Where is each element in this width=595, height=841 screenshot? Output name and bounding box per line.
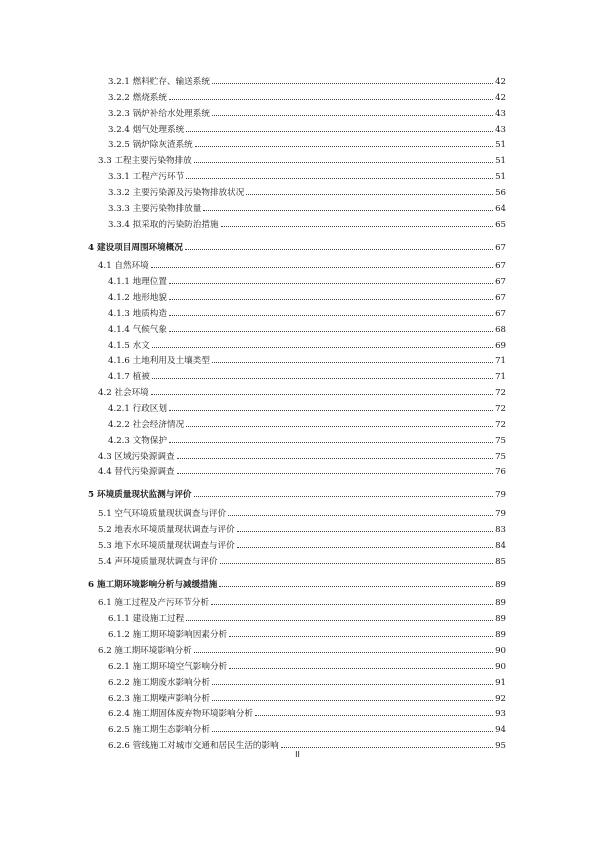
toc-entry[interactable] — [108, 614, 506, 625]
toc-entry-page: 65 — [495, 219, 506, 230]
toc-entry[interactable] — [108, 356, 506, 367]
toc-entry-title: 6.2.4 施工期固体废弃物环境影响分析 — [108, 709, 253, 720]
toc-entry-title: 4.2.3 文物保护 — [108, 435, 167, 446]
toc-entry[interactable] — [88, 243, 506, 254]
toc-leader-dots — [212, 83, 493, 84]
toc-entry-title: 4.1.6 土地利用及土壤类型 — [108, 356, 210, 367]
toc-leader-dots — [186, 131, 493, 132]
toc-entry-title: 3.3.2 主要污染源及污染物排放状况 — [108, 187, 245, 198]
toc-entry[interactable] — [108, 678, 506, 689]
toc-entry-title: 3.3 工程主要污染物排放 — [98, 156, 192, 167]
toc-entry-page: 90 — [495, 661, 506, 672]
page-number: II — [295, 750, 300, 759]
toc-entry-page: 67 — [495, 261, 506, 272]
toc-entry-title: 3.3.3 主要污染物排放量 — [108, 203, 202, 214]
toc-entry[interactable] — [108, 93, 506, 104]
toc-leader-dots — [228, 515, 493, 516]
toc-entry[interactable] — [108, 630, 506, 641]
toc-leader-dots — [237, 547, 493, 548]
toc-entry-title: 3.3.1 工程产污环节 — [108, 172, 185, 183]
toc-entry[interactable] — [108, 125, 506, 136]
toc-entry-page: 89 — [495, 579, 506, 590]
toc-entry-title: 6.1 施工过程及产污环节分析 — [98, 598, 209, 609]
toc-leader-dots — [177, 458, 494, 459]
toc-leader-dots — [246, 194, 493, 195]
toc-leader-dots — [194, 162, 493, 163]
toc-entry-page: 79 — [495, 509, 506, 520]
toc-leader-dots — [186, 620, 493, 621]
toc-entry-page: 67 — [495, 308, 506, 319]
toc-entry-title: 4.1.1 地理位置 — [108, 277, 167, 288]
toc-entry[interactable] — [108, 341, 506, 352]
toc-entry-page: 94 — [495, 725, 506, 736]
toc-entry[interactable] — [98, 388, 506, 399]
toc-entry-title: 3.2.1 燃料贮存、输送系统 — [108, 77, 210, 87]
toc-entry[interactable] — [108, 372, 506, 383]
toc-entry-title: 6.2.5 施工期生态影响分析 — [108, 725, 210, 736]
toc-entry-page: 71 — [495, 372, 506, 383]
toc-leader-dots — [169, 410, 493, 411]
toc-entry[interactable] — [108, 172, 506, 183]
toc-entry-title: 4.1.2 地形地貌 — [108, 293, 167, 303]
toc-entry-page: 72 — [495, 419, 506, 430]
toc-entry-title: 4.2.1 行政区划 — [108, 404, 167, 414]
toc-entry[interactable] — [108, 436, 506, 447]
toc-entry-title: 4.1.3 地质构造 — [108, 308, 167, 319]
toc-entry-page: 75 — [495, 435, 506, 446]
toc-entry[interactable] — [108, 694, 506, 705]
toc-entry[interactable] — [108, 77, 506, 88]
toc-entry-title: 3.2.5 锅炉除灰渣系统 — [108, 140, 193, 151]
toc-leader-dots — [194, 496, 494, 497]
toc-entry[interactable] — [108, 709, 506, 720]
toc-entry-title: 4.4 替代污染源调查 — [98, 467, 175, 478]
toc-entry[interactable] — [98, 525, 506, 536]
toc-leader-dots — [229, 668, 493, 669]
toc-entry-title: 4.1.4 气候气象 — [108, 324, 167, 335]
toc-entry-page: 43 — [495, 124, 506, 135]
toc-entry-page: 72 — [495, 388, 506, 399]
toc-entry[interactable] — [108, 220, 506, 231]
toc-entry[interactable] — [108, 293, 506, 304]
toc-entry-title: 6.1.2 施工期环境影响因素分析 — [108, 630, 228, 641]
toc-leader-dots — [177, 473, 494, 474]
toc-entry-page: 84 — [495, 540, 506, 551]
toc-entry-title: 4.2 社会环境 — [98, 388, 149, 399]
toc-leader-dots — [152, 378, 493, 379]
toc-entry[interactable] — [108, 188, 506, 199]
toc-entry-page: 89 — [495, 614, 506, 625]
toc-entry-title: 5.2 地表水环境质量现状调查与评价 — [98, 525, 235, 535]
toc-leader-dots — [220, 563, 494, 564]
toc-leader-dots — [186, 178, 493, 179]
toc-entry[interactable] — [108, 420, 506, 431]
toc-entry-page: 64 — [495, 203, 506, 214]
toc-entry[interactable] — [98, 541, 506, 552]
toc-entry-page: 42 — [495, 92, 506, 103]
toc-leader-dots — [212, 700, 493, 701]
toc-entry-title: 5.3 地下水环境质量现状调查与评价 — [98, 540, 235, 551]
toc-entry-page: 83 — [495, 525, 506, 535]
toc-entry-title: 4.1.7 植被 — [108, 372, 150, 383]
toc-leader-dots — [169, 442, 493, 443]
toc-leader-dots — [203, 210, 493, 211]
toc-entry-title: 6.2.3 施工期噪声影响分析 — [108, 693, 210, 704]
toc-entry[interactable] — [108, 662, 506, 673]
toc-entry-page: 79 — [495, 490, 506, 501]
toc-entry-title: 4.3 区域污染源调查 — [98, 451, 175, 462]
toc-entry[interactable] — [98, 509, 506, 520]
toc-entry[interactable] — [108, 109, 506, 120]
toc-entry-title: 6 施工期环境影响分析与减缓措施 — [88, 579, 218, 590]
toc-entry[interactable] — [88, 490, 506, 501]
toc-entry-title: 4.1.5 水文 — [108, 340, 150, 351]
toc-entry[interactable] — [98, 156, 506, 167]
toc-entry-title: 6.2.1 施工期环境空气影响分析 — [108, 661, 228, 672]
toc-entry-page: 67 — [495, 293, 506, 303]
toc-entry-page: 51 — [495, 172, 506, 183]
toc-entry-page: 90 — [495, 645, 506, 656]
toc-entry-page: 85 — [495, 556, 506, 567]
toc-leader-dots — [219, 586, 493, 587]
toc-entry-page: 89 — [495, 598, 506, 609]
toc-leader-dots — [186, 426, 493, 427]
toc-leader-dots — [212, 684, 493, 685]
toc-leader-dots — [211, 604, 493, 605]
toc-entry[interactable] — [108, 140, 506, 151]
toc-entry-page: 75 — [495, 451, 506, 462]
toc-leader-dots — [237, 531, 493, 532]
toc-entry[interactable] — [98, 598, 506, 609]
toc-entry-title: 3.2.4 烟气处理系统 — [108, 124, 185, 135]
toc-leader-dots — [169, 283, 493, 284]
toc-leader-dots — [185, 249, 493, 250]
toc-entry-page: 68 — [495, 324, 506, 335]
toc-entry-page: 67 — [495, 242, 506, 253]
toc-entry-title: 3.3.4 拟采取的污染防治措施 — [108, 219, 219, 230]
toc-leader-dots — [212, 731, 493, 732]
toc-leader-dots — [169, 315, 493, 316]
toc-entry[interactable] — [108, 309, 506, 320]
toc-entry-title: 3.2.2 燃烧系统 — [108, 92, 167, 103]
toc-leader-dots — [169, 299, 493, 300]
toc-entry-title: 4 建设项目周围环境概况 — [88, 242, 183, 253]
toc-entry-page: 71 — [495, 356, 506, 367]
toc-entry[interactable] — [98, 646, 506, 657]
toc-entry-page: 95 — [495, 741, 506, 751]
toc-entry[interactable] — [108, 204, 506, 215]
toc-leader-dots — [212, 115, 493, 116]
toc-leader-dots — [229, 636, 493, 637]
toc-entry[interactable] — [98, 467, 506, 478]
toc-leader-dots — [195, 146, 493, 147]
toc-entry-title: 4.2.2 社会经济情况 — [108, 419, 185, 430]
toc-entry-title: 6.2.2 施工期废水影响分析 — [108, 677, 210, 688]
toc-entry[interactable] — [98, 557, 506, 568]
toc-entry-page: 43 — [495, 108, 506, 119]
toc-entry-page: 93 — [495, 709, 506, 720]
toc-entry-page: 69 — [495, 340, 506, 351]
toc-entry-page: 76 — [495, 467, 506, 478]
toc-entry-title: 4.1 自然环境 — [98, 261, 149, 272]
toc-leader-dots — [151, 267, 493, 268]
toc-entry[interactable] — [98, 261, 506, 272]
toc-entry-title: 5.4 声环境质量现状调查与评价 — [98, 556, 218, 567]
toc-leader-dots — [281, 747, 493, 748]
toc-entry-page: 51 — [495, 140, 506, 151]
toc-leader-dots — [169, 99, 493, 100]
toc-entry-title: 5.1 空气环境质量现状调查与评价 — [98, 509, 227, 520]
toc-leader-dots — [194, 652, 493, 653]
toc-entry[interactable] — [108, 325, 506, 336]
toc-leader-dots — [221, 226, 494, 227]
toc-entry[interactable] — [98, 452, 506, 463]
toc-leader-dots — [152, 347, 493, 348]
toc-entry[interactable] — [88, 580, 506, 591]
toc-entry-page: 56 — [495, 187, 506, 198]
toc-entry-page: 72 — [495, 404, 506, 414]
toc-entry-title: 6.1.1 建设施工过程 — [108, 614, 185, 625]
toc-entry-title: 5 环境质量现状监测与评价 — [88, 490, 192, 501]
toc-entry-page: 91 — [495, 677, 506, 688]
toc-leader-dots — [151, 394, 493, 395]
toc-entry-title: 6.2 施工期环境影响分析 — [98, 645, 192, 656]
toc-entry-page: 42 — [495, 77, 506, 87]
toc-entry-title: 6.2.6 管线施工对城市交通和居民生活的影响 — [108, 741, 279, 751]
toc-entry-page: 67 — [495, 277, 506, 288]
toc-entry[interactable] — [108, 277, 506, 288]
toc-entry-title: 3.2.3 锅炉补给水处理系统 — [108, 108, 210, 119]
toc-entry[interactable] — [108, 725, 506, 736]
toc-leader-dots — [212, 362, 493, 363]
toc-entry-page: 51 — [495, 156, 506, 167]
toc-entry-page: 92 — [495, 693, 506, 704]
toc-entry[interactable] — [108, 404, 506, 415]
toc-entry-page: 89 — [495, 630, 506, 641]
toc-leader-dots — [169, 331, 493, 332]
toc-leader-dots — [255, 715, 493, 716]
